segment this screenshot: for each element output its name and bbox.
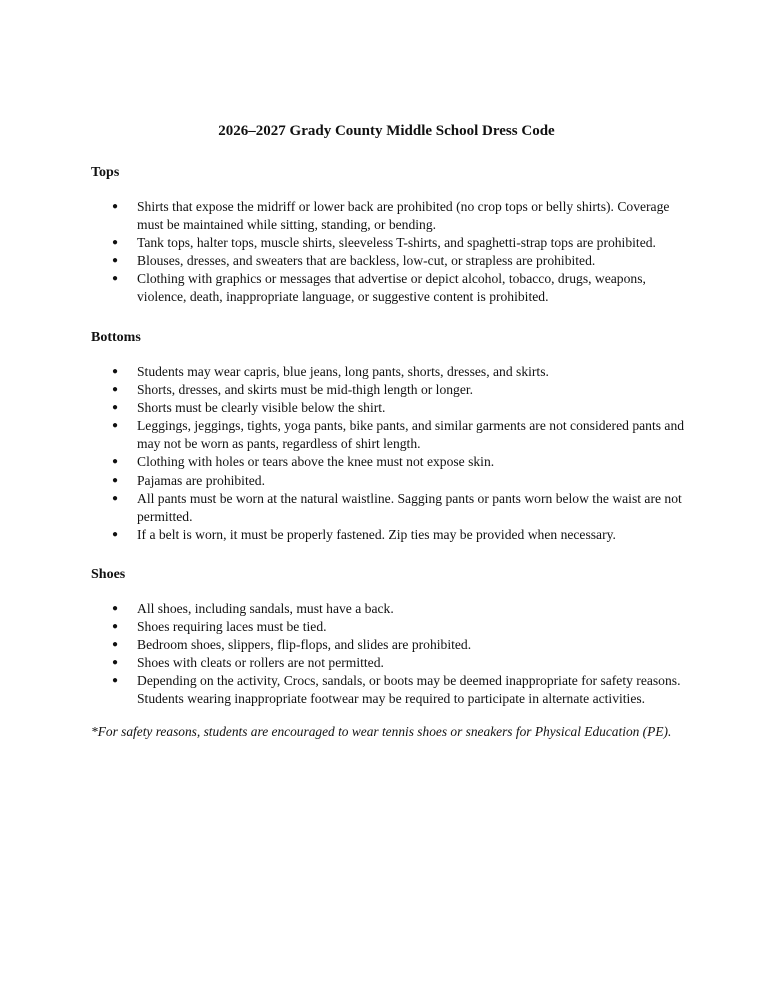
list-item-text: Pajamas are prohibited. <box>137 472 265 488</box>
list-item <box>0 234 773 252</box>
list-item-text: Shoes requiring laces must be tied. <box>137 619 327 635</box>
pe-footnote: *For safety reasons, students are encouraged to wear tennis shoes or sneakers for Physical Education (PE). <box>91 724 672 739</box>
list-item <box>0 490 773 526</box>
list-item-text: Tank tops, halter tops, muscle shirts, sleeveless T-shirts, and spaghetti-strap tops are prohibited. <box>137 235 656 251</box>
list-item-text: Blouses, dresses, and sweaters that are backless, low-cut, or strapless are prohibited. <box>137 253 596 269</box>
bullet-icon: ● <box>112 603 119 614</box>
list-item <box>0 672 773 708</box>
bullet-icon: ● <box>112 273 119 285</box>
list-item-text: Leggings, jeggings, tights, yoga pants, bike pants, and similar garments are not considered pants and may not be worn as pants, regardless of shirt length. <box>137 418 685 452</box>
bullet-icon: ● <box>112 621 119 633</box>
section-heading-bottoms: Bottoms <box>91 330 141 345</box>
bullet-icon: ● <box>112 639 119 651</box>
tops-rules-list <box>0 198 773 307</box>
bullet-icon: ● <box>112 675 119 687</box>
list-item <box>0 417 773 453</box>
bullet-icon: ● <box>112 201 119 212</box>
list-item-text: Depending on the activity, Crocs, sandals, or boots may be deemed inappropriate for safety reasons. Students wearing inappropriate footwear may be required to participate in alternate activities. <box>137 673 681 707</box>
list-item-text: If a belt is worn, it must be properly fastened. Zip ties may be provided when necessary. <box>137 526 616 542</box>
bullet-icon: ● <box>112 528 119 540</box>
list-item <box>0 363 773 381</box>
list-item-text: Shirts that expose the midriff or lower back are prohibited (no crop tops or belly shirts). Coverage must be maintained while sitting, standing, or bending. <box>137 199 670 233</box>
list-item-text: Clothing with graphics or messages that advertise or depict alcohol, tobacco, drugs, weapons, violence, death, inappropriate language, or suggestive content is prohibited. <box>137 271 646 305</box>
section-heading-shoes: Shoes <box>91 567 126 582</box>
shoes-rules-list <box>0 600 773 709</box>
list-item <box>0 618 773 636</box>
list-item <box>0 453 773 471</box>
bullet-icon: ● <box>112 237 119 249</box>
list-item-text: Bedroom shoes, slippers, flip-flops, and slides are prohibited. <box>137 637 472 653</box>
list-item <box>0 381 773 399</box>
list-item <box>0 252 773 270</box>
bullet-icon: ● <box>112 657 119 669</box>
bullet-icon: ● <box>112 366 119 377</box>
list-item <box>0 654 773 672</box>
bullet-icon: ● <box>112 384 119 396</box>
list-item-text: Shoes with cleats or rollers are not permitted. <box>137 655 384 671</box>
list-item <box>0 636 773 654</box>
list-item-text: Students may wear capris, blue jeans, long pants, shorts, dresses, and skirts. <box>137 364 549 379</box>
bullet-icon: ● <box>112 255 119 267</box>
bullet-icon: ● <box>112 492 119 504</box>
list-item-text: All pants must be worn at the natural waistline. Sagging pants or pants worn below the waist are not permitted. <box>137 490 682 524</box>
bullet-icon: ● <box>112 474 119 486</box>
list-item <box>0 526 773 544</box>
list-item-text: Shorts, dresses, and skirts must be mid-thigh length or longer. <box>137 382 474 398</box>
list-item <box>0 600 773 618</box>
list-item <box>0 399 773 417</box>
document-title: 2026–2027 Grady County Middle School Dress Code <box>218 123 555 139</box>
list-item-text: Shorts must be clearly visible below the shirt. <box>137 400 386 416</box>
bullet-icon: ● <box>112 420 119 432</box>
list-item <box>0 472 773 490</box>
list-item <box>0 270 773 306</box>
bullet-icon: ● <box>112 456 119 468</box>
section-heading-tops: Tops <box>91 165 120 180</box>
bottoms-rules-list <box>0 363 773 544</box>
list-item-text: All shoes, including sandals, must have a back. <box>137 601 394 616</box>
list-item <box>0 198 773 234</box>
bullet-icon: ● <box>112 402 119 414</box>
list-item-text: Clothing with holes or tears above the knee must not expose skin. <box>137 454 495 470</box>
